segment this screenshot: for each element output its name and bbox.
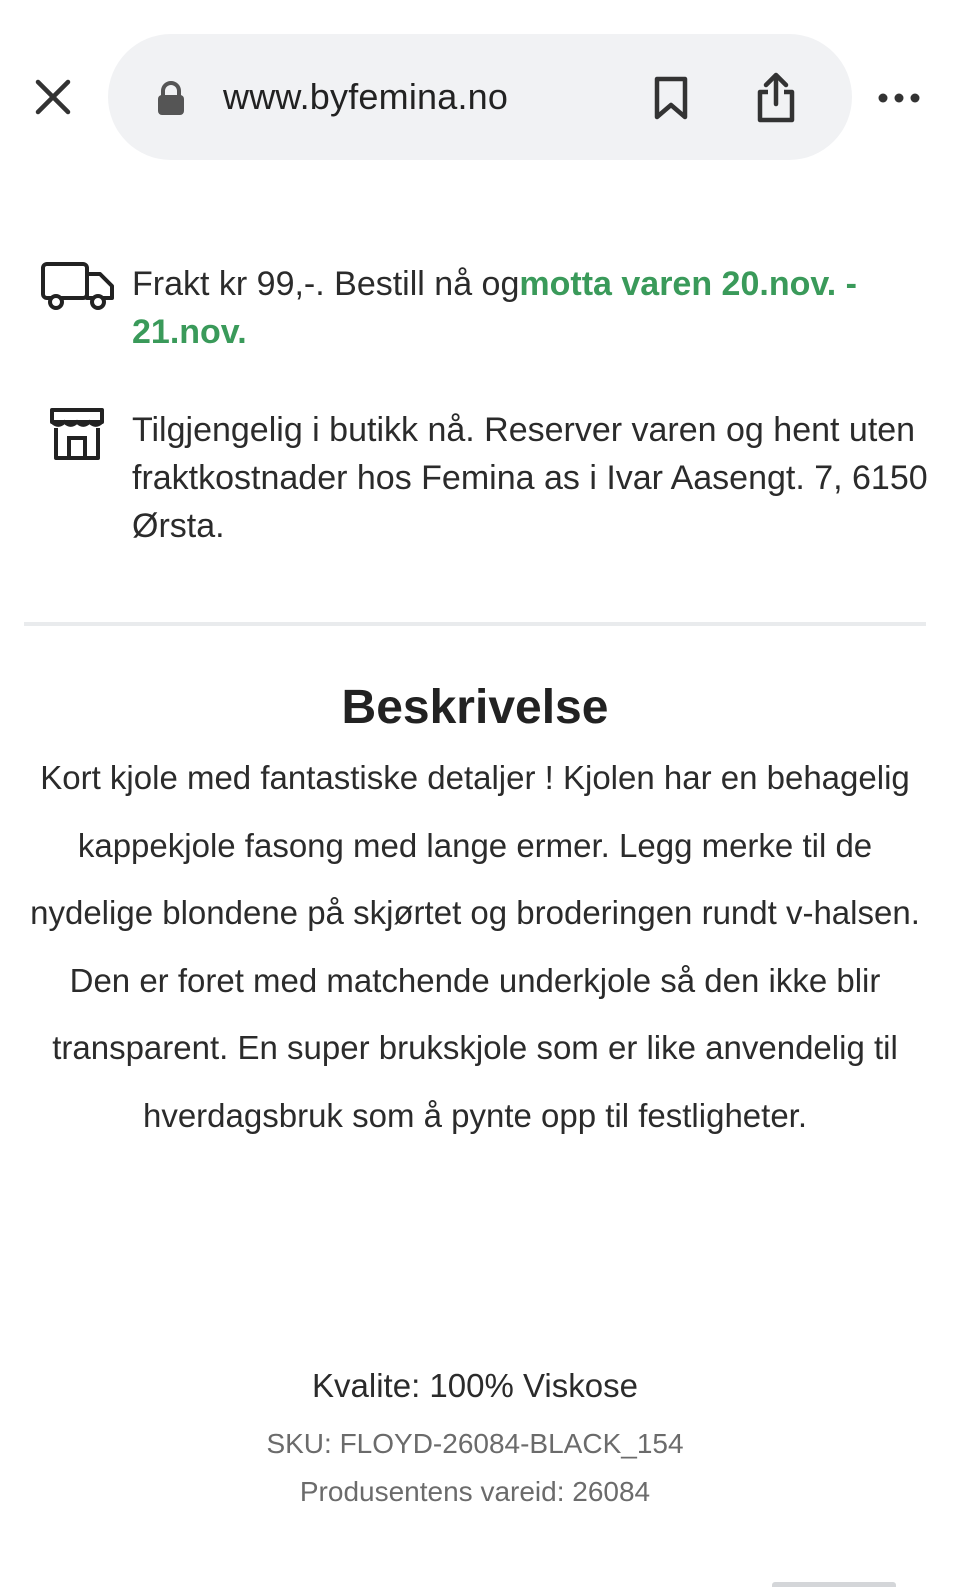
store-pickup-info	[40, 406, 930, 556]
partial-element	[772, 1582, 896, 1587]
description-paragraph-2: Den er foret med matchende underkjole så den ikke blir transparent. En super brukskjole som er like anvendelig til hverdagsbruk som å pynte opp til festligheter.	[52, 961, 898, 1134]
more-icon	[877, 92, 921, 104]
url-text[interactable]: www.byfemina.no	[223, 76, 509, 117]
store-icon	[48, 406, 106, 462]
shipping-text-prefix: Frakt kr 99,-. Bestill nå og	[132, 265, 520, 303]
browser-toolbar	[0, 0, 960, 200]
bookmark-button[interactable]	[644, 70, 698, 126]
description-body	[20, 744, 930, 1149]
shipping-info	[40, 260, 930, 370]
share-button[interactable]	[748, 68, 804, 128]
close-icon	[34, 78, 72, 116]
section-divider	[24, 622, 926, 626]
lock-icon	[154, 80, 188, 116]
sku-text: SKU: FLOYD-26084-BLACK_154	[266, 1428, 684, 1459]
description-paragraph-1: Kort kjole med fantastiske detaljer ! Kjolen har en behagelig kappekjole fasong med lange ermer. Legg merke til de nydelige blondene på skjørtet og broderingen rundt v-halsen.	[30, 759, 920, 931]
delivery-date-highlight: motta varen 20.nov. - 21.nov.	[132, 265, 857, 351]
truck-icon	[40, 260, 116, 312]
quality-text: Kvalite: 100% Viskose	[312, 1367, 638, 1404]
close-button[interactable]	[28, 72, 78, 122]
address-bar[interactable]	[108, 34, 852, 160]
vendor-id-text: Produsentens vareid: 26084	[299, 1476, 651, 1507]
shipping-text	[132, 260, 932, 356]
pickup-text: Tilgjengelig i butikk nå. Reserver varen og hent uten fraktkostnader hos Femina as i Ivar Aasengt. 7, 6150 Ørsta.	[132, 411, 928, 545]
description-heading: Beskrivelse	[341, 681, 609, 734]
share-icon	[754, 72, 798, 124]
more-options-button[interactable]	[874, 80, 924, 116]
bookmark-icon	[652, 75, 690, 121]
